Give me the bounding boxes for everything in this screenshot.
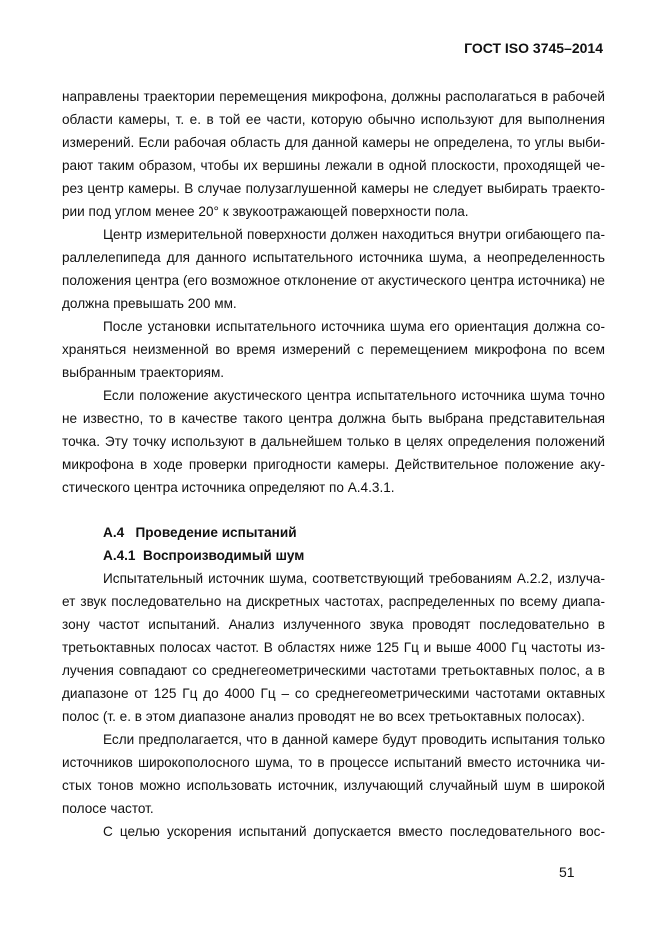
text-line: ет звук последовательно на дискретных частотах, распределенных по всему диапа- bbox=[62, 594, 605, 609]
text-line: третьоктавных полосах частот. В областях ниже 125 Гц и выше 4000 Гц частоты из- bbox=[62, 640, 605, 655]
text-line: Если предполагается, что в данной камере будут проводить испытания только bbox=[103, 732, 605, 747]
text-line: должна превышать 200 мм. bbox=[62, 296, 237, 311]
page-number: 51 bbox=[559, 864, 575, 880]
text-line: лучения совпадают со среднегеометрическими частотами третьоктавных полос, а в bbox=[62, 663, 605, 678]
text-line: источников широкополосного шума, то в процессе испытаний вместо источника чи- bbox=[62, 755, 605, 770]
text-line: храняться неизменной во время измерений с перемещением микрофона по всем bbox=[62, 342, 605, 357]
text-line: раллелепипеда для данного испытательного источника шума, а неопределенность bbox=[62, 250, 605, 265]
text-line: рают таким образом, чтобы их вершины лежали в одной плоскости, проходящей че- bbox=[62, 158, 605, 173]
text-line: зону частот испытаний. Анализ излученного звука проводят последовательно в bbox=[62, 617, 605, 632]
text-line: После установки испытательного источника шума его ориентация должна со- bbox=[103, 319, 605, 334]
section-heading: А.4.1 Воспроизводимый шум bbox=[103, 548, 305, 563]
text-line: измерений. Если рабочая область для данной камеры не определена, то углы выби- bbox=[62, 135, 605, 150]
text-line: стического центра источника определяют по А.4.3.1. bbox=[62, 480, 395, 495]
text-line: стых тонов можно использовать источник, излучающий случайный шум в широкой bbox=[62, 778, 605, 793]
text-line: точка. Эту точку используют в дальнейшем только в целях определения положений bbox=[62, 434, 605, 449]
text-line: полосе частот. bbox=[62, 801, 154, 816]
text-line: направлены траектории перемещения микрофона, должны располагаться в рабочей bbox=[62, 89, 605, 104]
paragraph bbox=[62, 820, 605, 843]
paragraph bbox=[62, 384, 605, 499]
document-body bbox=[62, 85, 605, 843]
paragraph bbox=[62, 315, 605, 384]
text-line: полос (т. е. в этом диапазоне анализ проводят не во всех третьоктавных полосах). bbox=[62, 709, 585, 724]
text-line: микрофона в ходе проверки пригодности камеры. Действительное положение аку- bbox=[62, 457, 605, 472]
text-line: рез центр камеры. В случае полузаглушенной камеры не следует выбирать траекто- bbox=[62, 181, 605, 196]
text-line: С целью ускорения испытаний допускается вместо последовательного вос- bbox=[103, 824, 605, 839]
text-line: выбранным траекториям. bbox=[62, 365, 225, 380]
text-line: рии под углом менее 20° к звукоотражающей поверхности пола. bbox=[62, 204, 469, 219]
paragraph bbox=[62, 728, 605, 820]
text-line: Центр измерительной поверхности должен находиться внутри огибающего па- bbox=[103, 227, 605, 242]
text-line: Если положение акустического центра испытательного источника шума точно bbox=[103, 388, 605, 403]
text-line: диапазоне от 125 Гц до 4000 Гц – со среднегеометрическими частотами октавных bbox=[62, 686, 605, 701]
paragraph bbox=[62, 223, 605, 315]
text-line: не известно, то в качестве такого центра должна быть выбрана представительная bbox=[62, 411, 605, 426]
paragraph bbox=[62, 567, 605, 728]
text-line: области камеры, т. е. в той ее части, которую обычно используют для выполнения bbox=[62, 112, 605, 127]
paragraph bbox=[62, 85, 605, 223]
text-line: Испытательный источник шума, соответствующий требованиям А.2.2, излуча- bbox=[103, 571, 605, 586]
document-header-id: ГОСТ ISO 3745–2014 bbox=[464, 40, 603, 56]
text-line: положения центра (его возможное отклонение от акустического центра источника) не bbox=[62, 273, 605, 288]
section-heading: А.4 Проведение испытаний bbox=[103, 525, 297, 540]
